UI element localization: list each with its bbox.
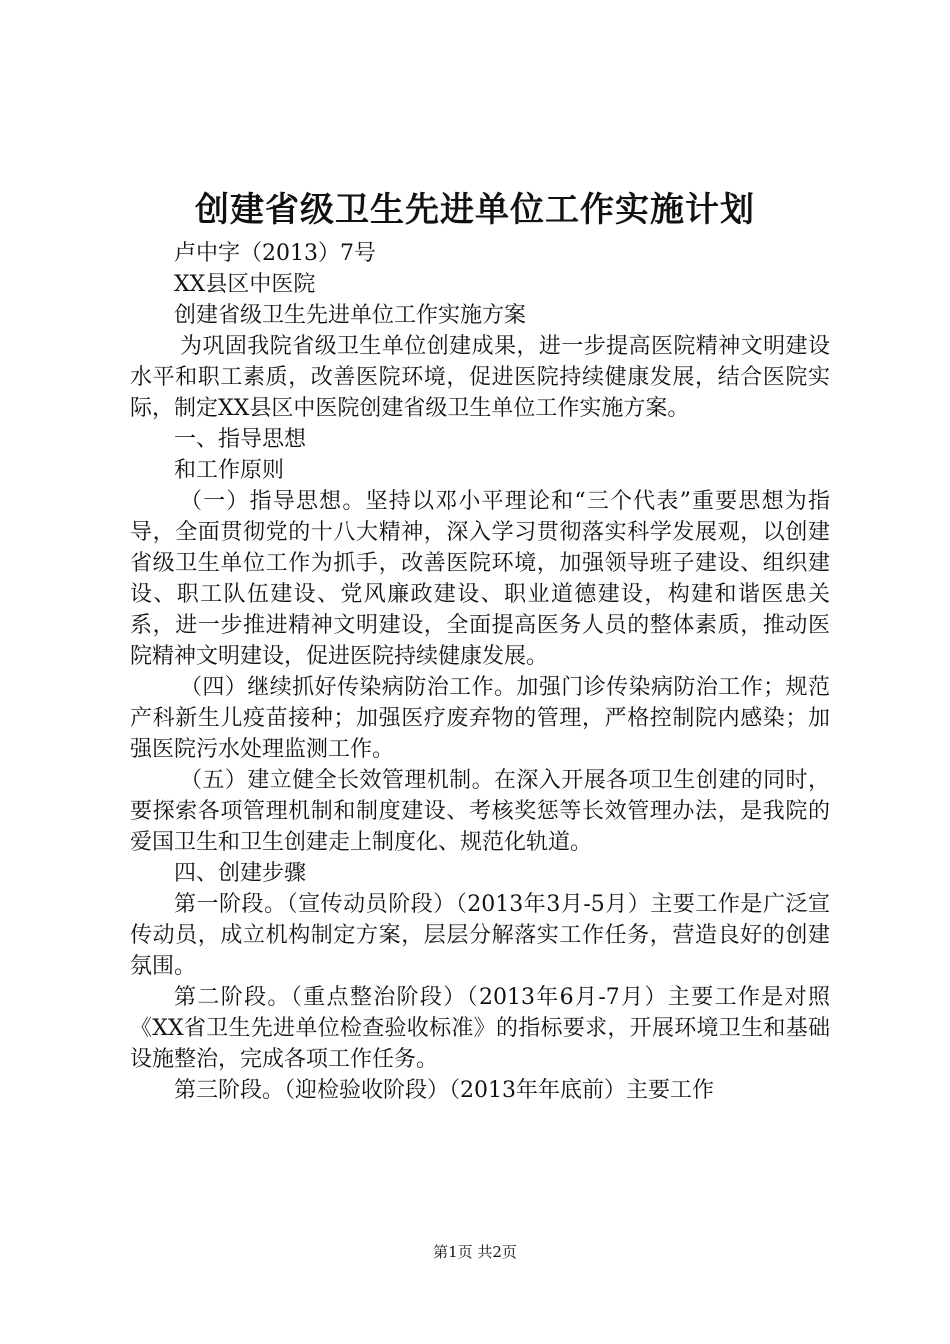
- section-heading-4: 四、创建步骤: [174, 861, 307, 886]
- paragraph-long-term-mechanism: （五）建立健全长效管理机制。在深入开展各项卫生创建的同时，要探索各项管理机制和制度建设、考核奖惩等长效管理办法，是我院的爱国卫生和卫生创建走上制度化、规范化轨道。: [130, 768, 830, 855]
- intro-paragraph: 为巩固我院省级卫生单位创建成果，进一步提高医院精神文明建设水平和职工素质，改善医院环境，促进医院持续健康发展，结合医院实际，制定XX县区中医院创建省级卫生单位工作实施方案。: [130, 334, 830, 421]
- paragraph-stage-1: 第一阶段。（宣传动员阶段）（2013年3月-5月）主要工作是广泛宣传动员，成立机构制定方案，层层分解落实工作任务，营造良好的创建氛围。: [130, 892, 830, 979]
- paragraph-guiding-ideology: （一）指导思想。坚持以邓小平理论和“三个代表”重要思想为指导，全面贯彻党的十八大精神，深入学习贯彻落实科学发展观，以创建省级卫生单位工作为抓手，改善医院环境，加强领导班子建设、组织建设、职工队伍建设、党风廉政建设、职业道德建设，构建和谐医患关系，进一步推进精神文明建设，全面提高医务人员的整体素质，推动医院精神文明建设，促进医院持续健康发展。: [130, 489, 830, 669]
- section-heading-1: 一、指导思想: [174, 427, 307, 452]
- document-body: [130, 238, 830, 1106]
- subtitle: 创建省级卫生先进单位工作实施方案: [174, 303, 527, 328]
- paragraph-stage-3: 第三阶段。（迎检验收阶段）（2013年年底前）主要工作: [174, 1078, 714, 1103]
- paragraph-stage-2: 第二阶段。（重点整治阶段）（2013年6月-7月）主要工作是对照《XX省卫生先进单位检查验收标准》的指标要求，开展环境卫生和基础设施整治，完成各项工作任务。: [130, 985, 830, 1072]
- issuer-name: XX县区中医院: [174, 272, 316, 297]
- document-number: 卢中字（2013）7号: [174, 241, 376, 266]
- document-title: 创建省级卫生先进单位工作实施计划: [195, 190, 755, 230]
- section-heading-1-cont: 和工作原则: [174, 458, 285, 483]
- page-footer: 第1页 共2页: [433, 1243, 517, 1261]
- paragraph-infectious-disease: （四）继续抓好传染病防治工作。加强门诊传染病防治工作；规范产科新生儿疫苗接种；加强医疗废弃物的管理，严格控制院内感染；加强医院污水处理监测工作。: [130, 675, 830, 762]
